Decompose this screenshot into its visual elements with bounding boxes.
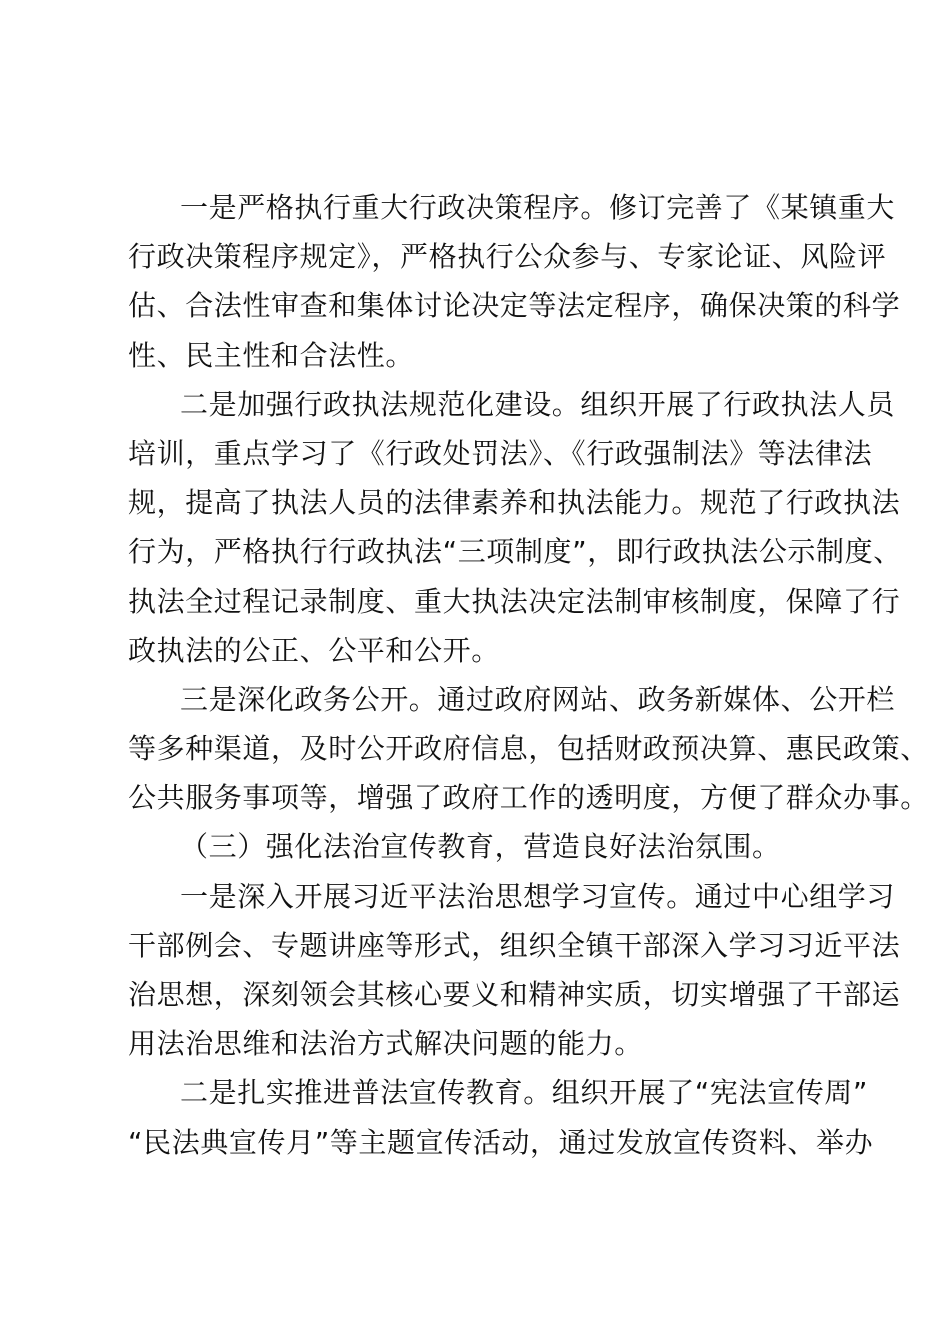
paragraph-2-line-4: 行为，严格执行行政执法“三项制度”，即行政执法公示制度、	[128, 535, 902, 569]
paragraph-3-line-2: 等多种渠道，及时公开政府信息，包括财政预决算、惠民政策、	[128, 732, 929, 766]
paragraph-1-line-2: 行政决策程序规定》，严格执行公众参与、专家论证、风险评	[128, 240, 887, 274]
paragraph-5-line-2: “民法典宣传月”等主题宣传活动，通过发放宣传资料、举办	[128, 1125, 874, 1159]
paragraph-4-line-3: 治思想，深刻领会其核心要义和精神实质，切实增强了干部运	[128, 978, 901, 1011]
paragraph-1-line-4: 性、民主性和合法性。	[128, 338, 415, 372]
paragraph-2-line-5: 执法全过程记录制度、重大执法决定法制审核制度，保障了行	[128, 584, 901, 618]
paragraph-1-line-1: 一是严格执行重大行政决策程序。修订完善了《某镇重大	[180, 191, 896, 224]
paragraph-2-line-1: 二是加强行政执法规范化建设。组织开展了行政执法人员	[180, 387, 896, 421]
paragraph-1-line-3: 估、合法性审查和集体讨论决定等法定程序，确保决策的科学	[128, 289, 901, 323]
section-heading: （三）强化法治宣传教育，营造良好法治氛围。	[180, 830, 781, 864]
paragraph-2-line-2: 培训，重点学习了《行政处罚法》、《行政强制法》等法律法	[128, 436, 873, 470]
document-body	[128, 183, 929, 1167]
paragraph-5-line-1: 二是扎实推进普法宣传教育。组织开展了“宪法宣传周”	[180, 1076, 869, 1110]
paragraph-3-line-1: 三是深化政务公开。通过政府网站、政务新媒体、公开栏	[180, 682, 896, 716]
paragraph-4-line-1: 一是深入开展习近平法治思想学习宣传。通过中心组学习	[180, 879, 896, 913]
paragraph-3-line-3: 公共服务事项等，增强了政府工作的透明度，方便了群众办事。	[128, 781, 929, 815]
paragraph-2-line-3: 规，提高了执法人员的法律素养和执法能力。规范了行政执法	[128, 486, 901, 520]
paragraph-4-line-2: 干部例会、专题讲座等形式，组织全镇干部深入学习习近平法	[128, 928, 901, 962]
paragraph-4-line-4: 用法治思维和法治方式解决问题的能力。	[128, 1027, 643, 1061]
paragraph-2-line-6: 政执法的公正、公平和公开。	[128, 633, 500, 667]
